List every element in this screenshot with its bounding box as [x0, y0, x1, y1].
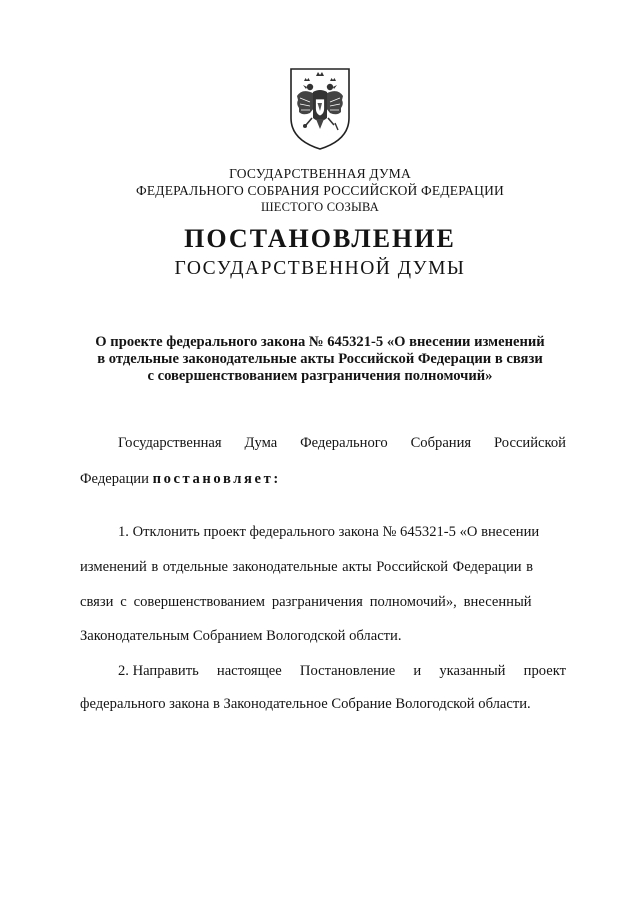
item1-line-3: связи с совершенствованием разграничения полномочий», внесенный: [80, 594, 532, 610]
coat-of-arms-icon: [288, 66, 352, 152]
preamble-word: Федерального: [300, 435, 388, 451]
preamble-line-1: [118, 435, 566, 452]
document-title: ПОСТАНОВЛЕНИЕ: [184, 224, 456, 253]
decree-verb: постановляет:: [152, 471, 281, 487]
item2-line-1: [118, 663, 566, 680]
header-line-1: ГОСУДАРСТВЕННАЯ ДУМА: [229, 166, 411, 181]
document-subject: [0, 334, 640, 385]
header-line-2: ФЕДЕРАЛЬНОГО СОБРАНИЯ РОССИЙСКОЙ ФЕДЕРАЦИИ: [136, 183, 504, 198]
subject-line-3: с совершенствованием разграничения полномочий»: [147, 368, 493, 384]
item2-word: и: [413, 663, 422, 679]
item1-line-4: Законодательным Собранием Вологодской области.: [80, 628, 402, 644]
preamble-word: Собрания: [410, 435, 472, 451]
item2-word: указанный: [439, 663, 506, 679]
preamble-line-2-start: Федерации: [80, 471, 149, 487]
item2-word: проект: [523, 663, 566, 679]
item2-word: настоящее: [216, 663, 282, 679]
subject-line-2: в отдельные законодательные акты Российской Федерации в связи: [97, 351, 543, 367]
preamble-word: Государственная: [118, 435, 222, 451]
item2-word: 2. Направить: [118, 663, 199, 679]
item1-line-1: 1. Отклонить проект федерального закона № 645321-5 «О внесении: [118, 524, 540, 540]
item2-line-2: федерального закона в Законодательное Собрание Вологодской области.: [80, 696, 531, 712]
item2-word: Постановление: [299, 663, 396, 679]
preamble-word: Дума: [244, 435, 278, 451]
item1-line-2: изменений в отдельные законодательные акты Российской Федерации в: [80, 559, 534, 575]
preamble-word: Российской: [494, 435, 566, 451]
preamble-line-2: [80, 471, 281, 488]
header-line-3: ШЕСТОГО СОЗЫВА: [260, 200, 380, 214]
subject-line-1: О проекте федерального закона № 645321-5 «О внесении изменений: [95, 334, 545, 350]
document-subtitle: ГОСУДАРСТВЕННОЙ ДУМЫ: [174, 258, 466, 279]
